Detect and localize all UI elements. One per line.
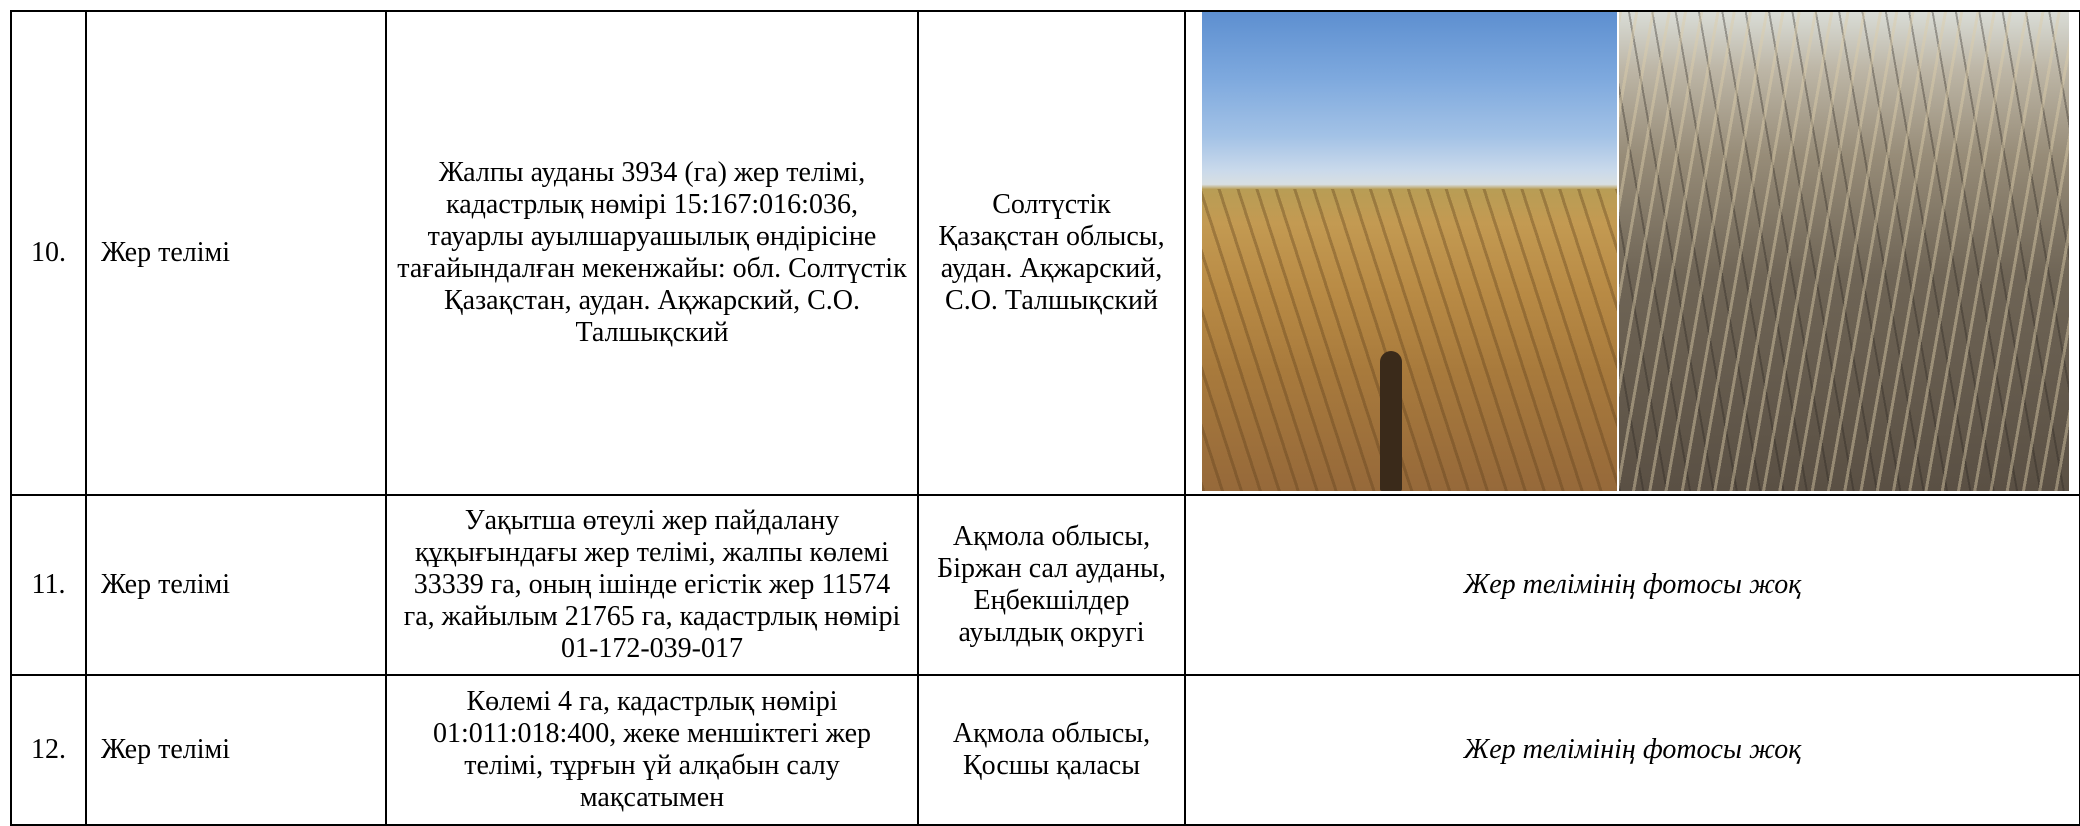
description-text: Уақытша өтеулі жер пайдалану құқығындағы жер телімі, жалпы көлемі 33339 га, оның ішінде егістік жер 11574 га, жайылым 21765 га, кадастрлық нөмірі 01-172-039-017 [403,505,901,664]
table-row [11,11,2080,495]
person-shadow [1380,351,1402,491]
field-photo-2 [1619,12,2069,491]
region-text: Ақмола облысы, Қосшы қаласы [952,718,1151,781]
row-description [386,11,918,495]
land-plots-table [10,10,2080,826]
region-text: Ақмола облысы, Біржан сал ауданы, Еңбекшілдер ауылдық округі [937,521,1166,648]
row-region [918,11,1185,495]
table-row [11,495,2080,675]
no-photo-note: Жер телімінің фотосы жоқ [1185,675,2080,825]
description-text: Жалпы ауданы 3934 (га) жер телімі, кадастрлық нөмірі 15:167:016:036, тауарлы ауылшаруашылық өндірісіне тағайындалған мекенжайы: обл. Солтүстік Қазақстан, аудан. Ақжарский, С.О. Талшықский [397,157,907,348]
no-photo-note: Жер телімінің фотосы жоқ [1185,495,2080,675]
row-region [918,495,1185,675]
region-text: Солтүстік Қазақстан облысы, аудан. Ақжарский, С.О. Талшықский [938,189,1165,316]
row-number: 11. [11,495,86,675]
row-name: Жер телімі [86,11,386,495]
row-name: Жер телімі [86,675,386,825]
description-text: Көлемі 4 га, кадастрлық нөмірі 01:011:018:400, жеке меншіктегі жер телімі, тұрғын үй алқабын салу мақсатымен [432,686,872,813]
row-number: 10. [11,11,86,495]
row-number: 12. [11,675,86,825]
table-row [11,675,2080,825]
row-description [386,495,918,675]
field-photo-1 [1202,12,1617,491]
row-name: Жер телімі [86,495,386,675]
row-photos [1185,11,2080,495]
row-description [386,675,918,825]
row-region [918,675,1185,825]
